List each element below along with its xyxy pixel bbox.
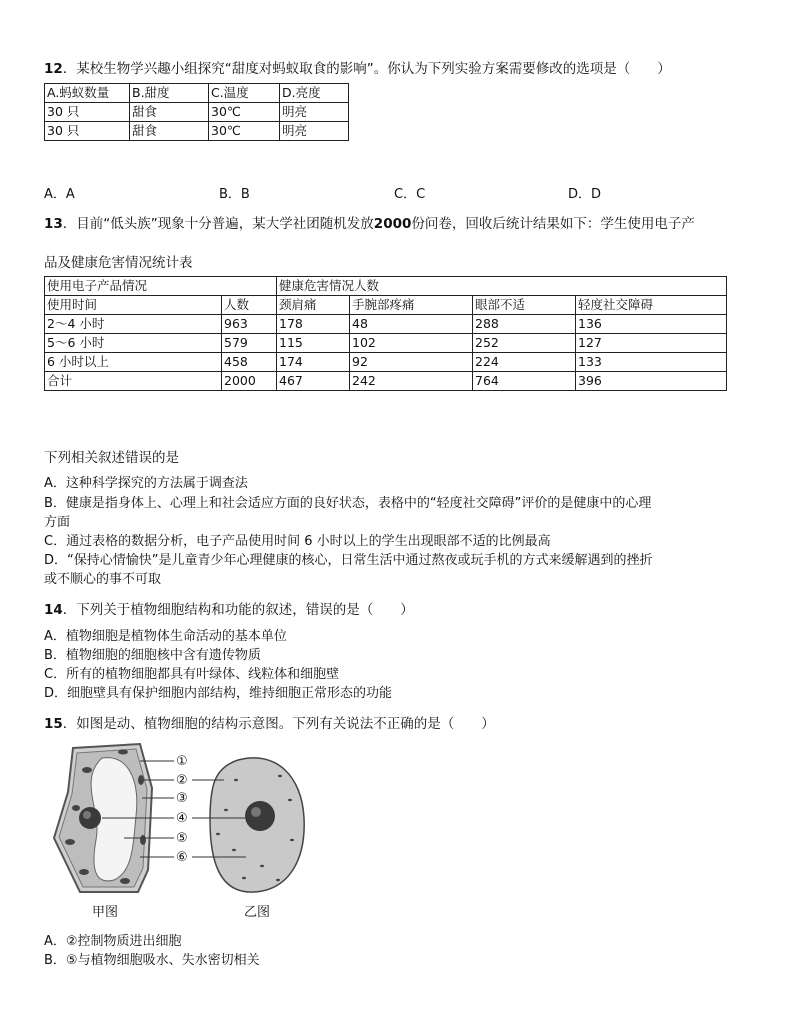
- table-row: 使用时间 人数 颈肩痛 手腕部疼痛 眼部不适 轻度社交障碍: [45, 296, 727, 315]
- q12-option-c[interactable]: C．C: [394, 187, 426, 202]
- table-row: A.蚂蚁数量 B.甜度 C.温度 D.亮度: [45, 84, 349, 103]
- q14-option-d[interactable]: D．细胞壁具有保护细胞内部结构，维持细胞正常形态的功能: [44, 686, 393, 701]
- q12-stem: 12．某校生物学兴趣小组探究“甜度对蚂蚁取食的影响”。你认为下列实验方案需要修改的选项是（ ）: [44, 61, 671, 77]
- q13-option-b[interactable]: B．健康是指身体上、心理上和社会适应方面的良好状态，表格中的“轻度社交障碍”评价的是健康中的心理: [44, 496, 652, 511]
- q14-option-a[interactable]: A．植物细胞是植物体生命活动的基本单位: [44, 629, 287, 644]
- animal-cell: [210, 758, 304, 892]
- cell-diagram: [40, 740, 340, 934]
- q14-option-c[interactable]: C．所有的植物细胞都具有叶绿体、线粒体和细胞壁: [44, 667, 340, 682]
- label-6: ⑥: [176, 850, 188, 865]
- q13-option-c[interactable]: C．通过表格的数据分析，电子产品使用时间 6 小时以上的学生出现眼部不适的比例最高: [44, 534, 551, 549]
- table-row: 30 只 甜食 30℃ 明亮: [45, 122, 349, 141]
- table-row: 合计 2000 467 242 764 396: [45, 372, 727, 391]
- q12-table: [44, 83, 349, 141]
- label-2: ②: [176, 773, 188, 788]
- q15-option-b[interactable]: B．⑤与植物细胞吸水、失水密切相关: [44, 953, 260, 968]
- q15-option-a[interactable]: A．②控制物质进出细胞: [44, 934, 182, 949]
- table-row: 5～6 小时 579 115 102 252 127: [45, 334, 727, 353]
- q12-option-d[interactable]: D．D: [568, 187, 602, 202]
- label-4: ④: [176, 811, 188, 826]
- q13-option-d-cont[interactable]: 或不顺心的事不可取: [44, 572, 162, 587]
- q13-prompt: 下列相关叙述错误的是: [44, 450, 179, 466]
- table-row: [45, 277, 727, 296]
- caption-plant: 甲图: [92, 905, 119, 920]
- caption-animal: 乙图: [244, 905, 271, 920]
- q14-option-b[interactable]: B．植物细胞的细胞核中含有遗传物质: [44, 648, 261, 663]
- label-1: ①: [176, 754, 188, 769]
- q13-table: [44, 276, 727, 391]
- table-row: 2～4 小时 963 178 48 288 136: [45, 315, 727, 334]
- q12-option-b[interactable]: B．B: [219, 187, 250, 202]
- table-header-right: 健康危害情况人数: [277, 277, 727, 296]
- q13-stem: 13．目前“低头族”现象十分普遍，某大学社团随机发放2000份问卷，回收后统计结果如下：学生使用电子产: [44, 216, 695, 232]
- q13-option-d[interactable]: D．“保持心情愉快”是儿童青少年心理健康的核心，日常生活中通过熬夜或玩手机的方式来缓解遇到的挫折: [44, 553, 653, 568]
- label-5: ⑤: [176, 831, 188, 846]
- q12-option-a[interactable]: A．A: [44, 187, 75, 202]
- q15-stem: 15．如图是动、植物细胞的结构示意图。下列有关说法不正确的是（ ）: [44, 716, 495, 732]
- table-header-left: 使用电子产品情况: [45, 277, 277, 296]
- q13-option-b-cont[interactable]: 方面: [44, 515, 71, 530]
- q14-stem: 14．下列关于植物细胞结构和功能的叙述，错误的是（ ）: [44, 602, 414, 618]
- label-3: ③: [176, 791, 188, 806]
- q13-option-a[interactable]: A．这种科学探究的方法属于调查法: [44, 476, 248, 491]
- table-row: 30 只 甜食 30℃ 明亮: [45, 103, 349, 122]
- q13-table-title: 品及健康危害情况统计表: [44, 255, 193, 271]
- table-row: 6 小时以上 458 174 92 224 133: [45, 353, 727, 372]
